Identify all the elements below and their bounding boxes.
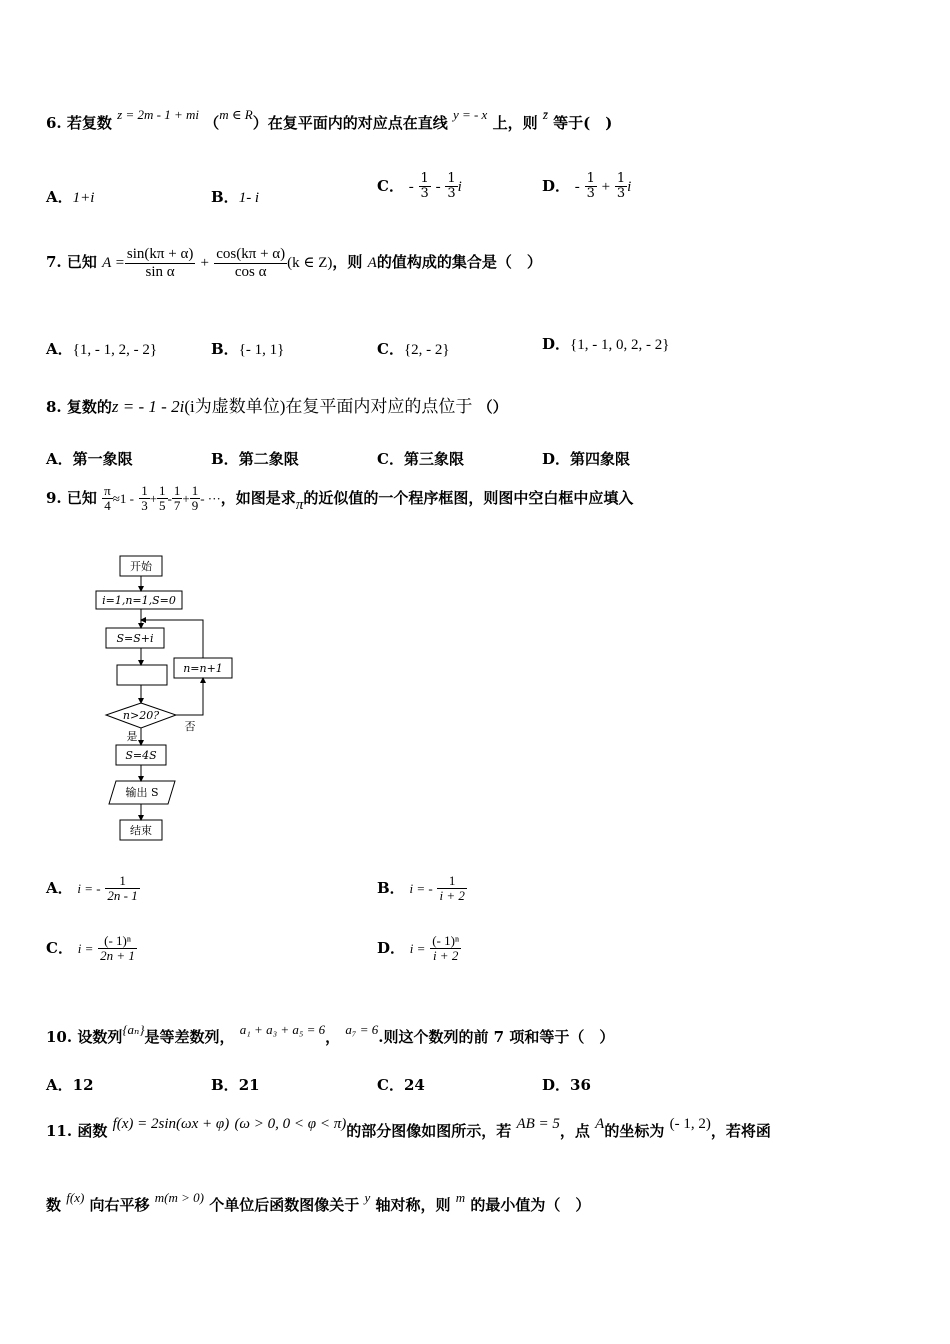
q9-option-b[interactable]: B． i = - $\frac{1}{i + 2}$ — [377, 873, 465, 904]
flow-cond-label: n>20? — [122, 709, 160, 722]
q7-option-b[interactable]: B．{- 1, 1} — [211, 340, 285, 358]
flow-end-label: 结束 — [130, 824, 152, 837]
q7-option-d[interactable]: D．{1, - 1, 0, 2, - 2} — [542, 335, 670, 353]
q6-option-c[interactable]: C． - $\frac{1}{3}$ - $\frac{1}{3}$ i — [377, 171, 462, 202]
question-11-line-2: 数 f(x) 向右平移 m(m > 0) 个单位后函数图像关于 y 轴对称，则 m 的最小值为（ ） — [46, 1190, 591, 1214]
q9-option-d[interactable]: D． i = $\frac{\text{(- 1)ⁿ}}{i + 2}$ — [377, 933, 460, 964]
question-9: 9. 已知 $\frac{\pi}{4}$ ≈1 - $\frac{1}{3}$ + $\frac{1}{5}$ - $\frac{1}{7}$ + $\frac{1}{9}$ - ···，如图是求π的近似值的一个程序框图，则图中空白框中应填入 — [46, 483, 634, 514]
question-6: 6. 若复数 z = 2m - 1 + mi （m ∈ R）在复平面内的对应点在直线 y = - x 上，则 z̄ 等于( ) — [46, 107, 613, 132]
flow-init-label: i=1,n=1,S=0 — [102, 594, 176, 607]
flow-blank-box — [117, 665, 167, 685]
q10-option-b[interactable]: B．21 — [211, 1076, 260, 1094]
flow-update-label: S=S+i — [116, 632, 154, 645]
q6-option-b[interactable]: B．1- i — [211, 188, 260, 206]
q6-option-a[interactable]: A．1+i — [46, 188, 95, 206]
q10-option-d[interactable]: D．36 — [542, 1076, 591, 1094]
q7-number: 7. — [46, 253, 62, 271]
q10-option-a[interactable]: A．12 — [46, 1076, 94, 1094]
question-10: 10. 设数列{aₙ}是等差数列， a₁ + a₃ + a₅ = 6， a₇ = 6.则这个数列的前 7 项和等于（ ） — [46, 1022, 615, 1046]
q9-number: 9. — [46, 488, 62, 507]
q9-option-c[interactable]: C． i = $\frac{\text{(- 1)ⁿ}}{2n + 1}$ — [46, 933, 135, 964]
q7-option-c[interactable]: C．{2, - 2} — [377, 340, 450, 358]
flow-inc-label: n=n+1 — [183, 662, 223, 675]
program-flowchart — [90, 548, 250, 848]
flow-mult-label: S=4S — [125, 749, 157, 762]
flow-no-label: 否 — [184, 720, 196, 733]
q8-option-c[interactable]: C．第三象限 — [377, 450, 464, 468]
q8-option-b[interactable]: B．第二象限 — [211, 450, 299, 468]
q10-number: 10. — [46, 1028, 73, 1046]
q7-option-a[interactable]: A．{1, - 1, 2, - 2} — [46, 340, 158, 358]
q6-number: 6. — [46, 114, 62, 132]
flow-output-label: 输出 S — [125, 786, 159, 799]
q11-number: 11. — [46, 1122, 73, 1140]
q8-option-d[interactable]: D．第四象限 — [542, 450, 631, 468]
q6-option-d[interactable]: D． - $\frac{1}{3}$ + $\frac{1}{3}$ i — [542, 171, 632, 202]
flow-start-label: 开始 — [130, 560, 152, 573]
question-8: 8. 复数的z = - 1 - 2i(i为虚数单位)在复平面内对应的点位于 （） — [46, 397, 508, 416]
question-11: 11. 函数 f(x) = 2sin(ωx + φ) (ω > 0, 0 < φ < π)的部分图像如图所示，若 AB = 5，点 A的坐标为 (- 1, 2)，若将函 — [46, 1116, 771, 1140]
q8-number: 8. — [46, 398, 62, 416]
flow-yes-label: 是 — [126, 730, 138, 743]
q9-option-a[interactable]: A． i = - $\frac{1}{2n - 1}$ — [46, 873, 138, 904]
question-7: 7. 已知 A = $\frac{\sin(k\pi + \alpha)}{\text{sin α}}$ + $\frac{\cos(k\pi + \alpha)}{\text{cos α}}$ (k ∈ Z)，则 A的值构成的集合是（ ） — [46, 246, 542, 280]
q10-option-c[interactable]: C．24 — [377, 1076, 425, 1094]
q8-option-a[interactable]: A．第一象限 — [46, 450, 133, 468]
